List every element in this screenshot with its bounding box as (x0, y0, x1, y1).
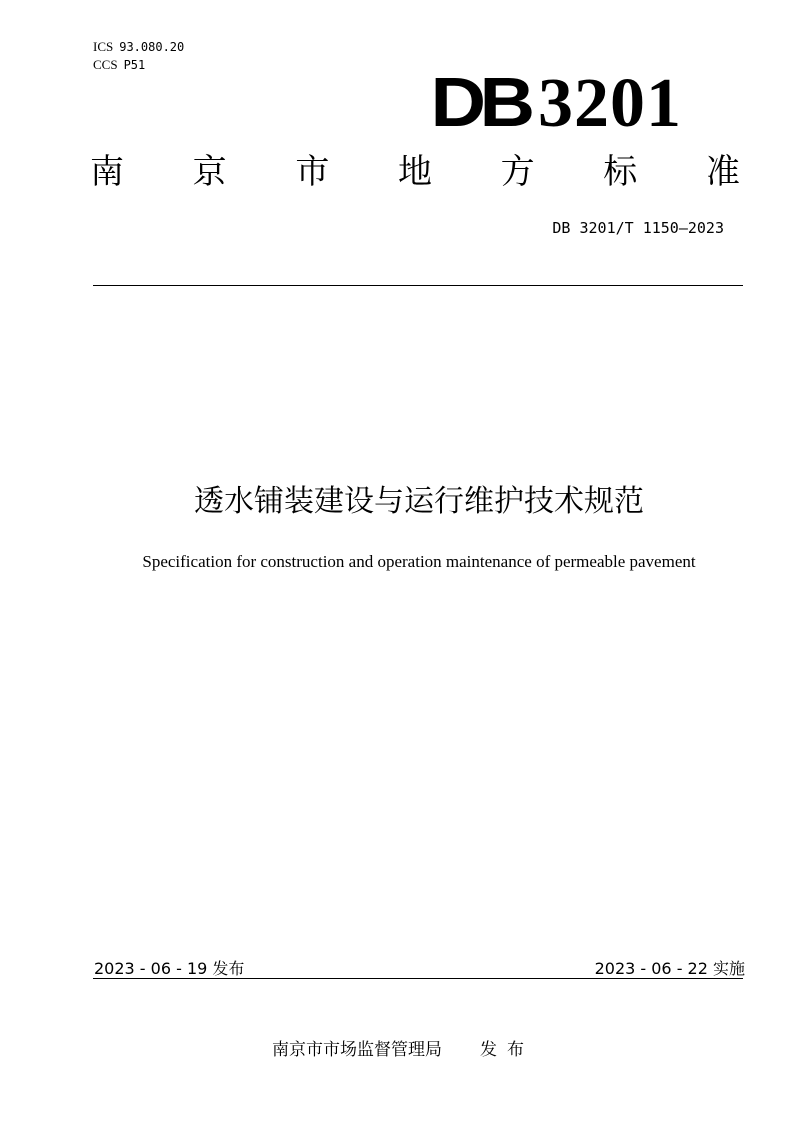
standard-type-heading (90, 150, 740, 194)
logo-prefix: DB (430, 63, 529, 141)
issue-date: 2023 - 06 - 19 发布 (94, 959, 245, 978)
standard-type-char: 地 (397, 152, 432, 192)
standard-type-char: 南 (90, 152, 124, 192)
top-divider (93, 285, 743, 286)
ics-line (93, 38, 184, 56)
issuer-name: 南京市市场监督管理局 (272, 1040, 442, 1060)
standard-number: DB 3201/T 1150—2023 (552, 219, 724, 237)
standard-type-char: 准 (705, 152, 740, 192)
standard-type-char: 京 (192, 152, 227, 192)
standard-type-char: 标 (603, 152, 638, 192)
ccs-line (93, 56, 184, 74)
standard-type-char: 方 (500, 152, 535, 192)
issuer-line (272, 1035, 534, 1060)
standard-logo (430, 63, 682, 142)
logo-code: 3201 (538, 65, 682, 142)
ccs-code: P51 (123, 58, 146, 72)
ics-label: ICS (93, 39, 114, 54)
document-title-english: Specification for construction and operation maintenance of permeable pavement (142, 552, 696, 571)
document-title-chinese: 透水铺装建设与运行维护技术规范 (194, 484, 644, 519)
ccs-label: CCS (93, 57, 118, 72)
issuer-action: 发布 (480, 1040, 534, 1060)
classification-block (93, 38, 184, 74)
standard-type-char: 市 (295, 152, 330, 192)
ics-code: 93.080.20 (119, 40, 185, 54)
implementation-date: 2023 - 06 - 22 实施 (594, 959, 745, 978)
bottom-divider (93, 978, 743, 979)
